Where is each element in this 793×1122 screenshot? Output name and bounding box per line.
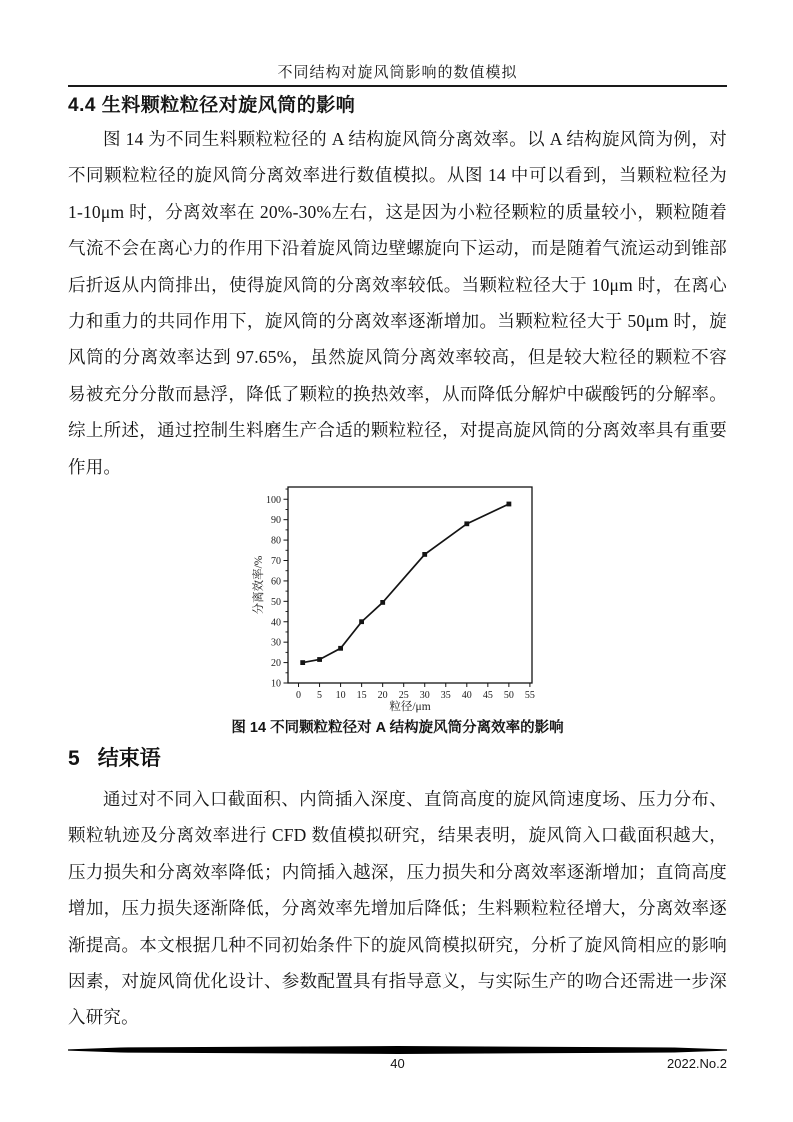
x-tick-label: 30 [419,690,430,701]
y-tick-label: 90 [271,515,281,527]
plot-frame [288,487,532,683]
page-number: 40 [390,1056,405,1071]
y-tick-label: 70 [271,556,281,567]
figure-14-caption: 图 14 不同颗粒粒径对 A 结构旋风筒分离效率的影响 [231,720,564,736]
x-tick-label: 50 [503,690,514,701]
data-point-marker [464,521,469,526]
x-tick-label: 20 [377,690,388,701]
section-5-heading [68,742,161,772]
section-5-paragraph: 通过对不同入口截面积、内筒插入深度、直筒高度的旋风筒速度场、压力分布、颗粒轨迹及分离效率进行 CFD 数值模拟研究，结果表明，旋风筒入口截面积越大，压力损失和分离效率降低；内筒插入越深，压力损失和分离效率逐渐增加；直筒高度增加，压力损失逐渐降低，分离效率先增加后降低；生料颗粒粒径增大，分离效率逐渐提高。本文根据几种不同初始条件下的旋风筒模拟研究，分析了旋风筒相应的影响因素，对旋风筒优化设计、参数配置具有指导意义，与实际生产的吻合还需进一步深入研究。 [68,789,727,1028]
x-tick-label: 10 [335,690,346,701]
x-tick-label: 0 [296,690,302,701]
y-tick-label: 40 [271,617,281,629]
data-point-marker [507,502,512,507]
x-tick-label: 35 [440,690,451,701]
x-tick-label: 55 [524,690,535,701]
data-point-marker [359,619,364,624]
section-5-number: 5 [68,747,80,770]
x-tick-label: 25 [398,690,409,701]
footer-rule [68,1046,727,1054]
separation-efficiency-line-chart [250,478,542,715]
y-axis-label: 分离效率/% [253,555,265,615]
y-tick-label: 30 [271,637,281,649]
x-tick-label: 45 [482,690,493,701]
figure-14 [250,478,542,715]
data-point-marker [380,600,385,605]
page-footer [68,1056,727,1076]
data-point-marker [300,660,305,665]
data-point-marker [422,552,427,557]
section-5-title: 结束语 [97,747,161,770]
data-point-marker [338,646,343,651]
y-tick-label: 80 [271,535,281,547]
x-tick-label: 5 [317,690,323,701]
y-tick-label: 20 [271,658,281,670]
y-tick-label: 50 [271,596,281,608]
header-rule [68,85,727,87]
x-tick-label: 40 [461,690,472,701]
y-tick-label: 60 [271,576,281,588]
x-tick-label: 15 [356,690,367,701]
x-axis-label: 粒径/μm [389,701,431,713]
data-point-marker [317,657,322,662]
section-4-4-heading: 4.4 生料颗粒粒径对旋风筒的影响 [68,95,356,116]
efficiency-curve [303,504,509,663]
section-4-4-paragraph: 图 14 为不同生料颗粒粒径的 A 结构旋风筒分离效率。以 A 结构旋风筒为例，对不同颗粒粒径的旋风筒分离效率进行数值模拟。从图 14 中可以看到，当颗粒粒径为 1-10μm 时，分离效率在 20%-30%左右，这是因为小粒径颗粒的质量较小，颗粒随着气流不会在离心力的作用下沿着旋风筒边壁螺旋向下运动，而是随着气流运动到锥部后折返从内筒排出，使得旋风筒的分离效率较低。当颗粒粒径大于 10μm 时，在离心力和重力的共同作用下，旋风筒的分离效率逐渐增加。当颗粒粒径大于 50μm 时，旋风筒的分离效率达到 97.65%，虽然旋风筒分离效率较高，但是较大粒径的颗粒不容易被充分分散而悬浮，降低了颗粒的换热效率，从而降低分解炉中碳酸钙的分解率。综上所述，通过控制生料磨生产合适的颗粒粒径，对提高旋风筒的分离效率具有重要作用。 [68,129,727,477]
running-header-title: 不同结构对旋风筒影响的数值模拟 [277,65,518,81]
y-tick-label: 10 [271,678,281,690]
y-tick-label: 100 [266,494,281,506]
journal-issue: 2022.No.2 [667,1056,727,1071]
